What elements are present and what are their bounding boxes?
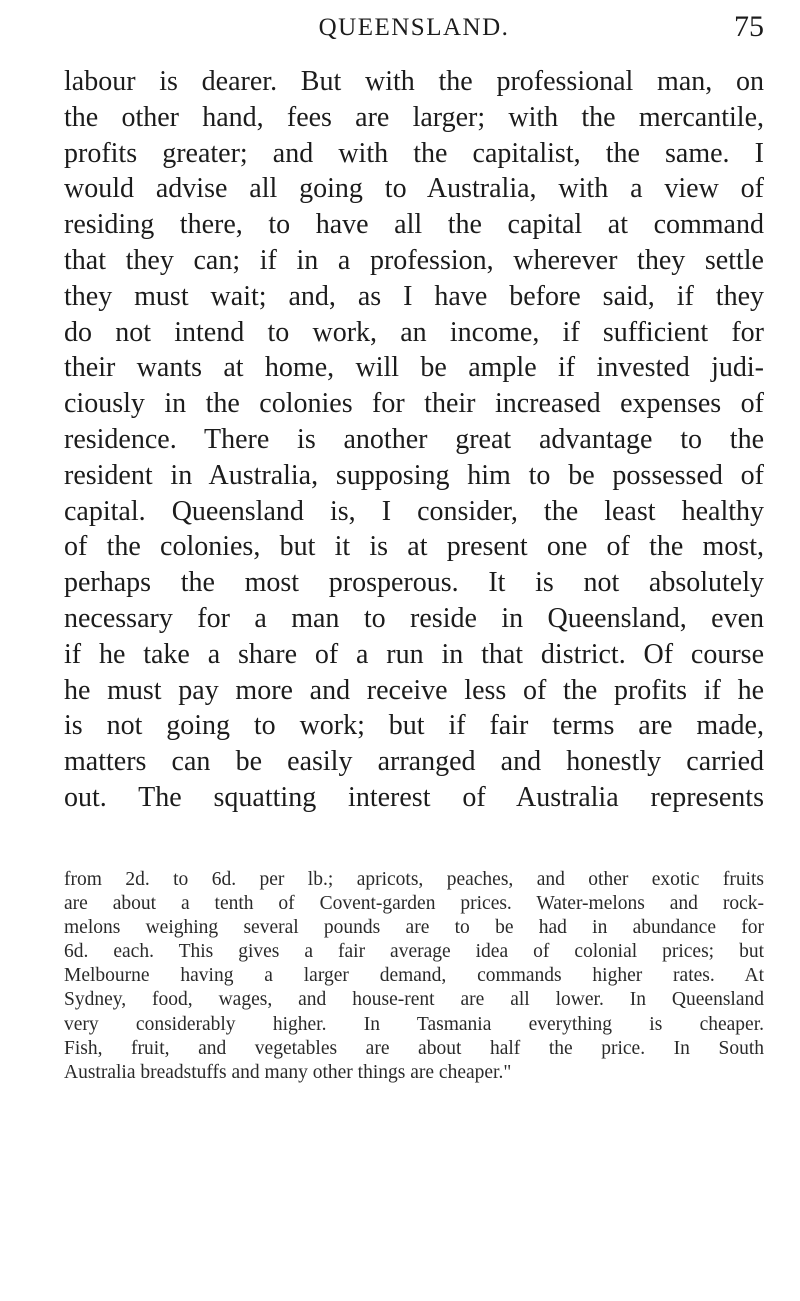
body-line: if he take a share of a run in that district. Of course [64,638,764,670]
footnote-line: Melbourne having a larger demand, commands higher rates. At [64,965,764,987]
footnote-line: very considerably higher. In Tasmania everything is cheaper. [64,1013,764,1035]
footnote-line: are about a tenth of Covent-garden prices. Water-melons and rock- [64,893,764,915]
body-text [64,64,764,816]
body-line: of the colonies, but it is at present one of the most, [64,531,764,563]
footnote-line: Australia breadstuffs and many other things are cheaper." [64,1061,512,1083]
body-line: residing there, to have all the capital at command [64,209,764,241]
body-line: is not going to work; but if fair terms are made, [64,710,764,742]
running-head [64,6,764,56]
body-line: their wants at home, will be ample if invested judi- [64,352,764,384]
footnote-line: from 2d. to 6d. per lb.; apricots, peaches, and other exotic fruits [64,869,764,890]
body-line: residence. There is another great advantage to the [64,423,764,455]
body-line: out. The squatting interest of Australia represents [64,781,764,813]
body-line: ciously in the colonies for their increased expenses of [64,388,764,420]
body-line: the other hand, fees are larger; with the mercantile, [64,101,764,133]
page-number: 75 [734,10,764,43]
footnote [64,868,764,1085]
body-line: necessary for a man to reside in Queensland, even [64,602,764,634]
footnote-line: Sydney, food, wages, and house-rent are all lower. In Queensland [64,989,764,1011]
body-line: would advise all going to Australia, with a view of [64,173,764,205]
body-line: do not intend to work, an income, if sufficient for [64,316,764,348]
body-line: that they can; if in a profession, wherever they settle [64,244,764,276]
body-line: perhaps the most prosperous. It is not absolutely [64,567,764,599]
body-line: labour is dearer. But with the professional man, on [64,66,764,97]
body-line: resident in Australia, supposing him to be possessed of [64,459,764,491]
body-line: they must wait; and, as I have before said, if they [64,280,764,312]
body-line: he must pay more and receive less of the profits if he [64,674,764,706]
body-line: matters can be easily arranged and honestly carried [64,746,764,778]
footnote-line: melons weighing several pounds are to be had in abundance for [64,917,764,939]
running-title: QUEENSLAND. [318,14,510,41]
body-line: capital. Queensland is, I consider, the least healthy [64,495,764,527]
footnote-line: Fish, fruit, and vegetables are about half the price. In South [64,1037,764,1059]
body-line: profits greater; and with the capitalist, the same. I [64,137,764,169]
footnote-line: 6d. each. This gives a fair average idea of colonial prices; but [64,941,764,963]
